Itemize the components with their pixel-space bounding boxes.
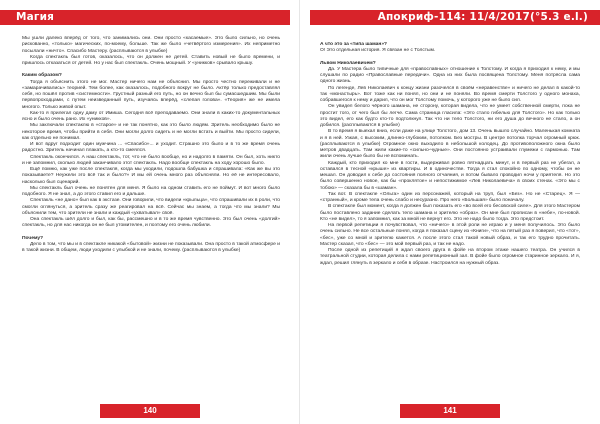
article-paragraph: Когда спектакль был готов, оказалось, что он должен не детей. Ставить новый не было времени, и пришлось отказаться от детей. Но у нас был спектакль. Очень мощный. У «уникков» срывало крышу. — [22, 54, 280, 66]
article-paragraph: Она спектакль шёл долго и был, как бы, рассмешно и в то же время чувственно. Это был очень «долгий» спектакль, но для нас никогда он не был утомителен, и поэтому его очень любили. — [22, 217, 280, 229]
article-paragraph: Спектакль окончился. А наш спектакль, тот, что не было вообще, но и надолго в памяти. Он был, хоть никто и не запомнил, сколько людей заканчивало этот спектакль. Надо вообще спектакль на ходу хорошо было. — [22, 154, 280, 166]
article-paragraph: Мы ушли далеко вперёд от того, что занимались они. Они просто «касаемые». Это было сильно, но очень рискованно, «только» магических, по-моему, больше. Так же было «четвёртого измерения». Их неприметно посылали «ничто». Спасибо Мастеру. (расплываются в улыбке) — [22, 36, 280, 54]
article-paragraph: Дело в том, что мы и в спектакле никакой «бытовой» жизни не показывали. Она просто в такой атмосфере и в такой жизни. В общем, люди уходили с улыбкой и не знали, почему. (расплываются в улыбке) — [22, 241, 280, 253]
question-heading: А что это за «типа шаман»? — [320, 42, 388, 47]
left-page-number: 140 — [100, 404, 200, 418]
article-paragraph: В спектакле был момент, когда я должен был показать его «во всей его бесовской силе». Для этого Мастером было поставлено задание сделать тело шамана и зрителю «образ». Он мне был прописан в «небе», по-новой. Кто «не видел», то я запомнил, как за мной не вернут его. Это не надо было тогда. Это предстоит. — [320, 204, 580, 222]
left-page-header: Магия — [0, 10, 290, 25]
right-page-header: Апокриф-114: 11/4/2017(°5.3 е.l.) — [310, 10, 600, 25]
article-paragraph: Мы заключали спектаклю в «старое» и не так понятно, как это было людям. Зритель необходимо было не некоторое время, чтобы прийти в себя. Они могли долго сидеть и не могли встать и выйти. Мы просто сидели, как отдельно не понимал. — [22, 123, 280, 141]
article-paragraph: Да. У Мастера было типичные для «православных» отношение к Толстому. И когда я приходил к нему, и мы слушали по радио «Православные передачи». Одна из них была посвящена Толстому. Меня потрясла сама одного жизнь. — [320, 66, 580, 85]
question-heading: Львом Николаевичем? — [320, 60, 376, 66]
article-paragraph: Он увидел белого чёрного шамана, не сторону, которая видела, что не умеет собственной смерти, пока не простит того, от чего был бы легче. Сама страница гласила: «Это стало гибелью для Толстого». Но как только это видел, его как будто кто-то подтолкнул. Так что ни тело Толстого, ни его душа до вечного не стало, а он добился. (расплываются в улыбке) — [320, 104, 580, 128]
right-page — [300, 0, 600, 424]
article-paragraph: Ещё помню, как уже после спектакля, когда мы уходили, подошла бабушка и спрашивала: «Как же вы это показываете? Неужели это всё так и было?» И мы ей очень много раз объясняли. Но её не интересовало, насколько был сценарий. — [22, 167, 280, 185]
article-paragraph: И вот вдруг подходит один мужчина ... «Спасибо»... и уходит. Страшно это было и в то же время очень радостно. Зритель начинал плакать, а кто-то смеялся. — [22, 142, 280, 154]
article-paragraph: В то время я выехал вниз, если даже на улице Толстого, дом 13. Очень вышло случайно. Маленькая комната и я в ней. Узкая, с высоким, длинно-глубоким, потолком. Без мостры. В центре потолка торчал огромный крюк. (расплываются в улыбке) Огромное окно выходило в небольшой колодец. До противоположного окна было метров двадцать. Там жили какие-то «сильно-чудные». Они постоянно устраивали глумежи с гармонью. Там жили очень лучше было бы не вспоминать. — [320, 129, 580, 160]
left-page-body — [22, 36, 280, 254]
article-paragraph: О! Это отдельная история. Я связан не с Толстым. — [320, 48, 436, 54]
article-paragraph: По легенде, Лев Николаевич к концу жизни разочелся в своём «неравенстве» и ничего не делал в какой-то так «монастырь». Вот тоже как ни понял, но они и не поняли. Во время смерти Толстого у одного монаха, собравшегося к нему и дарил, что он мог Толстому помочь, у которого уже не было сил. — [320, 85, 580, 103]
question-heading: Почему? — [22, 235, 44, 241]
article-paragraph: Так вот. В спектакле «Ольга» один из персонажей, который на труп, был «Без». Но не «Старец». Я — «странный», и кроме тела очень слабо и несуразно. Про него «Большая» было поначалу. — [320, 191, 580, 203]
article-paragraph: Тогда я объяснить этого не мог. Мастер ничего нам не объяснил. Мы просто честно переживали и не «замарачивались» теорией. Тем более, как оказалось, подобного вокруг не было. Актёр только предоставлял себя, но пошёл против «системности». Грустный разный его путь, но он вечно был бы сумасшедшим. Мы были первопроходцами, с путем неизведанный путь, изучаясь вперёд, «слепая голова». «Теория» же не имела многого. Только живой опыт. — [22, 79, 280, 110]
question-heading: Каким образом? — [22, 73, 62, 79]
right-page-body — [320, 36, 580, 267]
article-paragraph: На первой репетиции я почувствовал, что «ничего» в этой роли не играю и у меня получилось. Это было очень сильно. Не все остальные понял, когда я показал сцену из «Книги», что на пятый раз я поверил, что «тот», «бес», уже со мной и зрителю кажется. А после этого стал такой новый образ, и так его трудно прочитать. Мастер сказал, что «бес» — это мой первый раз, и так не надо. — [320, 223, 580, 247]
article-paragraph: Как-то я прилегал одну даму от Имиша. Сегодня всё преподаваемо. Они знали в каких-то документальных ясно и было очень рано. Их «уникков». — [22, 110, 280, 122]
right-page-number: 141 — [400, 404, 500, 418]
article-paragraph: Спектакль «не дано» был как в экстазе. Они говорили, что видели «крыльца», что спрашивали их в роли, что смогли оглянуться, а зритель сразу же реагировал на всё. Сейчас мы знаем, а тогда что мы знали? Мы объяснили тем, что зрители не знали и каждый «ухватывал» своё. — [22, 198, 280, 216]
article-paragraph: Мы спектакль был очень не понятен для меня. Я было на одном ставить его не поймут. И вот много было подобного. Я не знал, а до этого ставил его и дальше. — [22, 185, 280, 197]
article-paragraph: После одной из репетиций я ждал своего друга в фойе на втором этаже нашего театра. Он учился в театральной студии, которая делила с нами репетиционный зал. В фойе было огромное старинное зеркало. И я, ждал, решил глянуть в зеркало и себя в образе. Настроился на нужный образ. — [320, 248, 580, 266]
article-paragraph: Каждый, кто приходил ко мне в гости, выдерживал ровно пятнадцать минут, и в первый раз не убегал, а оставался в тесной «крыше» из квартиры. И в одиночестве. Тогда я стал спокойно по одному, чтобы он не мешал. Он доводил к себе до состояния полного отчаяния, и потом бывало проводил ночи у приятеля. Но это было совершенно новое, как бы «проклятое» и непостижимое «Лев Николаевича» в своих стенах. «Это мы с тобою» — сказала бы в «шаман». — [320, 160, 580, 191]
